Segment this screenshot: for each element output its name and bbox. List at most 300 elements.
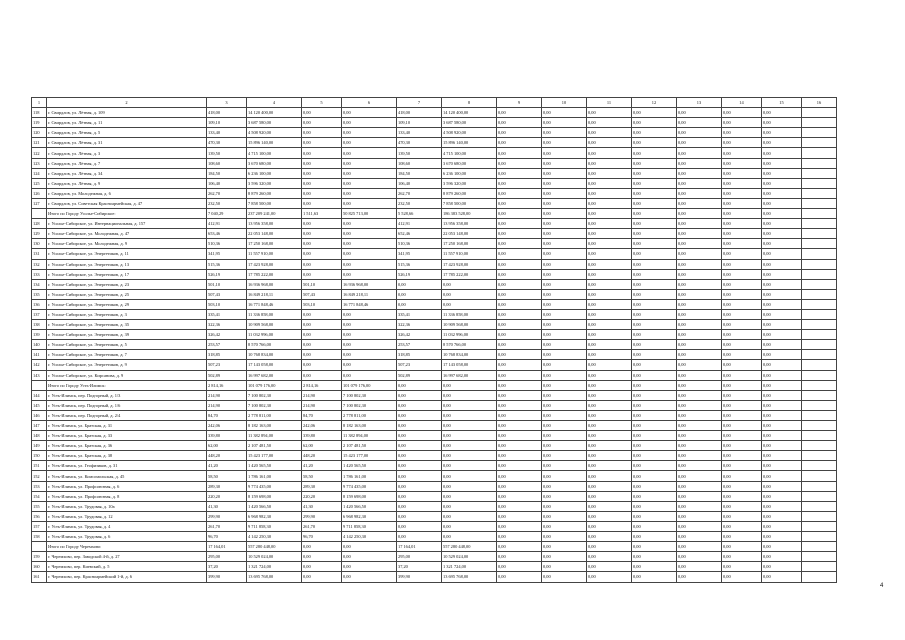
value-cell: 0,00 [442, 511, 497, 521]
value-cell: 4 715 100,00 [247, 148, 302, 158]
value-cell: 15 896 140,00 [442, 138, 497, 148]
value-cell: 0,00 [342, 562, 397, 572]
value-cell: 0,00 [302, 148, 342, 158]
value-cell: 0,00 [342, 350, 397, 360]
table-row [32, 148, 837, 158]
value-cell: 186 383 528,00 [442, 209, 497, 219]
value-cell: 133,40 [207, 128, 247, 138]
value-cell [802, 421, 837, 431]
value-cell: 0,00 [442, 532, 497, 542]
value-cell: 341,95 [207, 249, 247, 259]
address-cell: г. Усолье-Сибирское, ул. Молодежная, д. 9 [47, 239, 207, 249]
value-cell [802, 552, 837, 562]
value-cell: 0,00 [677, 481, 722, 491]
value-cell: 412,91 [397, 219, 442, 229]
value-cell: 0,00 [677, 431, 722, 441]
value-cell: 0,00 [442, 289, 497, 299]
value-cell [802, 118, 837, 128]
value-cell [802, 128, 837, 138]
value-cell: 0,00 [542, 148, 587, 158]
value-cell: 1 786 161,00 [342, 471, 397, 481]
value-cell: 0,00 [497, 521, 542, 531]
table-row [32, 239, 837, 249]
value-cell: 0,00 [587, 239, 632, 249]
value-cell: 0,00 [542, 259, 587, 269]
value-cell: 0,00 [397, 481, 442, 491]
value-cell: 0,00 [722, 239, 762, 249]
value-cell: 9 774 435,00 [247, 481, 302, 491]
value-cell [802, 330, 837, 340]
value-cell: 184,50 [397, 168, 442, 178]
value-cell: 0,00 [677, 532, 722, 542]
value-cell: 503,10 [302, 299, 342, 309]
value-cell: 0,00 [762, 259, 802, 269]
value-cell [802, 148, 837, 158]
value-cell: 6 968 982,30 [342, 511, 397, 521]
value-cell: 0,00 [542, 552, 587, 562]
value-cell: 0,00 [722, 441, 762, 451]
value-cell: 16 936 968,00 [342, 279, 397, 289]
address-cell: Итого по Городу Усолье-Сибирское: [47, 209, 207, 219]
value-cell: 0,00 [632, 299, 677, 309]
value-cell: 9 774 435,00 [342, 481, 397, 491]
value-cell: 0,00 [632, 249, 677, 259]
row-number: 128 [32, 219, 47, 229]
value-cell: 0,00 [677, 289, 722, 299]
value-cell: 0,00 [762, 370, 802, 380]
value-cell: 0,00 [587, 350, 632, 360]
row-number: 133 [32, 269, 47, 279]
value-cell: 16 771 848,46 [247, 299, 302, 309]
value-cell: 0,00 [497, 128, 542, 138]
value-cell: 139,50 [397, 148, 442, 158]
value-cell: 0,00 [302, 229, 342, 239]
value-cell: 232,50 [397, 198, 442, 208]
value-cell: 0,00 [762, 380, 802, 390]
value-cell [802, 390, 837, 400]
value-cell: 0,00 [587, 431, 632, 441]
value-cell: 17 164,01 [207, 542, 247, 552]
value-cell [802, 178, 837, 188]
value-cell: 335,41 [397, 309, 442, 319]
value-cell: 7 100 802,30 [342, 400, 397, 410]
value-cell: 0,00 [762, 188, 802, 198]
value-cell: 0,00 [542, 128, 587, 138]
value-cell: 2 107 481,50 [247, 441, 302, 451]
value-cell: 0,00 [542, 158, 587, 168]
header-cell: 1 [32, 98, 47, 108]
value-cell: 1 420 565,50 [342, 461, 397, 471]
value-cell: 0,00 [762, 229, 802, 239]
value-cell: 0,00 [722, 269, 762, 279]
value-cell: 106,40 [397, 178, 442, 188]
table-row [32, 441, 837, 451]
value-cell: 0,00 [497, 259, 542, 269]
row-number: 157 [32, 521, 47, 531]
address-cell: г. Черемхово, пер. Заводской 4-й, д. 27 [47, 552, 207, 562]
value-cell: 0,00 [342, 198, 397, 208]
value-cell: 0,00 [632, 562, 677, 572]
value-cell: 17 785 222,00 [247, 269, 302, 279]
value-cell: 418,00 [397, 108, 442, 118]
value-cell: 0,00 [722, 188, 762, 198]
row-number: 141 [32, 350, 47, 360]
header-cell: 5 [302, 98, 342, 108]
value-cell: 0,00 [542, 511, 587, 521]
value-cell: 0,00 [762, 471, 802, 481]
value-cell: 41,20 [207, 461, 247, 471]
value-cell: 16 936 968,00 [247, 279, 302, 289]
value-cell: 0,00 [587, 491, 632, 501]
value-cell: 0,00 [632, 239, 677, 249]
value-cell: 0,00 [762, 269, 802, 279]
address-cell: г. Свирдлов, ул. Лётная, д. 11 [47, 118, 207, 128]
value-cell: 0,00 [497, 148, 542, 158]
address-cell: г. Усть-Илимск, ул. Трудовая, д. 6 [47, 532, 207, 542]
value-cell: 0,00 [342, 360, 397, 370]
value-cell: 0,00 [677, 249, 722, 259]
value-cell: 109,10 [207, 118, 247, 128]
value-cell: 0,00 [722, 511, 762, 521]
value-cell: 0,00 [542, 289, 587, 299]
value-cell: 220,20 [207, 491, 247, 501]
value-cell: 0,00 [587, 188, 632, 198]
row-number: 147 [32, 421, 47, 431]
value-cell: 412,91 [207, 219, 247, 229]
value-cell: 0,00 [302, 178, 342, 188]
value-cell: 3 687 580,00 [442, 118, 497, 128]
value-cell: 0,00 [587, 572, 632, 582]
value-cell: 0,00 [762, 532, 802, 542]
table-row [32, 532, 837, 542]
value-cell [802, 532, 837, 542]
value-cell: 0,00 [587, 309, 632, 319]
value-cell: 0,00 [722, 168, 762, 178]
row-number: 140 [32, 340, 47, 350]
table-row [32, 572, 837, 582]
row-number: 118 [32, 108, 47, 118]
value-cell [802, 471, 837, 481]
value-cell: 0,00 [587, 198, 632, 208]
value-cell: 0,00 [762, 138, 802, 148]
value-cell: 0,00 [442, 521, 497, 531]
value-cell: 557 280 448,00 [442, 542, 497, 552]
value-cell: 0,00 [762, 108, 802, 118]
value-cell: 0,00 [302, 249, 342, 259]
header-cell: 13 [677, 98, 722, 108]
value-cell: 0,00 [397, 521, 442, 531]
value-cell: 0,00 [397, 279, 442, 289]
row-number: 135 [32, 289, 47, 299]
value-cell: 17 164,01 [397, 542, 442, 552]
value-cell: 0,00 [397, 491, 442, 501]
value-cell: 15 896 140,00 [247, 138, 302, 148]
table-row [32, 289, 837, 299]
value-cell: 3 670 680,00 [442, 158, 497, 168]
header-cell: 6 [342, 98, 397, 108]
address-cell: г. Свирдлов, ул. Лётная, д. 3 [47, 148, 207, 158]
value-cell: 6 968 982,30 [247, 511, 302, 521]
value-cell [802, 380, 837, 390]
value-cell: 0,00 [442, 431, 497, 441]
value-cell [802, 400, 837, 410]
value-cell: 0,00 [542, 198, 587, 208]
table-row [32, 178, 837, 188]
value-cell: 10 768 834,00 [247, 350, 302, 360]
value-cell: 0,00 [762, 562, 802, 572]
table-row [32, 562, 837, 572]
address-cell: г. Черемхово, пер. Киевский, д. 5 [47, 562, 207, 572]
address-cell: г. Усолье-Сибирское, ул. Интернациональная, д. 157 [47, 219, 207, 229]
value-cell: 2 814,16 [302, 380, 342, 390]
value-cell: 0,00 [722, 390, 762, 400]
header-cell: 8 [442, 98, 497, 108]
value-cell: 0,00 [762, 168, 802, 178]
value-cell: 17 143 058,00 [442, 360, 497, 370]
value-cell: 8 570 766,00 [442, 340, 497, 350]
value-cell: 0,00 [302, 239, 342, 249]
row-number: 149 [32, 441, 47, 451]
value-cell [802, 309, 837, 319]
value-cell [802, 269, 837, 279]
value-cell: 0,00 [677, 188, 722, 198]
value-cell: 0,00 [632, 148, 677, 158]
address-cell: г. Усолье-Сибирское, ул. Энергетиков, д. 5 [47, 340, 207, 350]
value-cell: 0,00 [497, 330, 542, 340]
value-cell: 0,00 [762, 572, 802, 582]
value-cell: 0,00 [632, 340, 677, 350]
value-cell [802, 461, 837, 471]
value-cell: 0,00 [722, 249, 762, 259]
value-cell: 0,00 [762, 128, 802, 138]
value-cell: 326,42 [207, 330, 247, 340]
value-cell: 510,36 [397, 239, 442, 249]
address-cell: г. Усолье-Сибирское, ул. Энергетиков, д. 11 [47, 249, 207, 259]
value-cell: 0,00 [587, 330, 632, 340]
value-cell: 399,90 [207, 572, 247, 582]
value-cell: 0,00 [722, 108, 762, 118]
value-cell: 0,00 [302, 309, 342, 319]
table-row [32, 410, 837, 420]
row-number: 123 [32, 158, 47, 168]
value-cell: 0,00 [762, 360, 802, 370]
value-cell: 0,00 [722, 572, 762, 582]
address-cell: г. Усть-Илимск, ул. Комсомольская, д. 45 [47, 471, 207, 481]
value-cell: 0,00 [497, 511, 542, 521]
value-cell: 16 849 218,11 [342, 289, 397, 299]
value-cell: 2 814,16 [207, 380, 247, 390]
value-cell: 0,00 [397, 299, 442, 309]
value-cell: 139,50 [207, 148, 247, 158]
value-cell: 3 596 320,00 [247, 178, 302, 188]
value-cell: 0,00 [762, 390, 802, 400]
row-number: 148 [32, 431, 47, 441]
address-cell: г. Свирдлов, ул. Лётная, д. 9 [47, 178, 207, 188]
document-page [31, 97, 836, 583]
value-cell: 0,00 [722, 138, 762, 148]
value-cell: 0,00 [542, 118, 587, 128]
value-cell: 0,00 [677, 501, 722, 511]
row-number: 131 [32, 249, 47, 259]
value-cell: 0,00 [587, 562, 632, 572]
value-cell: 0,00 [342, 320, 397, 330]
table-row [32, 269, 837, 279]
value-cell: 101 079 176,00 [247, 380, 302, 390]
value-cell: 5 528,66 [397, 209, 442, 219]
value-cell: 9 711 858,30 [247, 521, 302, 531]
value-cell: 653,46 [207, 229, 247, 239]
value-cell: 8 879 260,00 [442, 188, 497, 198]
value-cell: 0,00 [397, 421, 442, 431]
value-cell: 0,00 [587, 370, 632, 380]
table-row [32, 229, 837, 239]
value-cell: 448,20 [302, 451, 342, 461]
value-cell: 0,00 [722, 380, 762, 390]
value-cell: 0,00 [632, 198, 677, 208]
value-cell: 0,00 [722, 370, 762, 380]
value-cell [802, 198, 837, 208]
value-cell: 0,00 [542, 330, 587, 340]
value-cell: 133,40 [397, 128, 442, 138]
value-cell: 0,00 [632, 532, 677, 542]
value-cell: 0,00 [342, 330, 397, 340]
value-cell: 0,00 [497, 108, 542, 118]
value-cell: 1 321 724,00 [247, 562, 302, 572]
value-cell: 22 053 148,00 [442, 229, 497, 239]
value-cell: 0,00 [587, 441, 632, 451]
value-cell: 0,00 [542, 532, 587, 542]
value-cell: 0,00 [542, 350, 587, 360]
value-cell: 0,00 [302, 572, 342, 582]
value-cell: 0,00 [632, 471, 677, 481]
value-cell: 262,70 [207, 188, 247, 198]
address-cell: г. Усолье-Сибирское, ул. Молодежная, д. 47 [47, 229, 207, 239]
header-cell: 12 [632, 98, 677, 108]
value-cell: 0,00 [302, 118, 342, 128]
value-cell: 0,00 [677, 108, 722, 118]
value-cell: 0,00 [677, 299, 722, 309]
value-cell: 0,00 [762, 552, 802, 562]
data-table [31, 97, 837, 583]
value-cell: 0,00 [497, 481, 542, 491]
value-cell: 0,00 [587, 451, 632, 461]
header-cell: 11 [587, 98, 632, 108]
value-cell: 0,00 [302, 320, 342, 330]
value-cell: 502,89 [207, 370, 247, 380]
row-number: 152 [32, 471, 47, 481]
row-number: 129 [32, 229, 47, 239]
value-cell: 0,00 [632, 259, 677, 269]
value-cell: 3 687 580,00 [247, 118, 302, 128]
row-number: 142 [32, 360, 47, 370]
value-cell: 41,20 [302, 461, 342, 471]
value-cell: 0,00 [632, 289, 677, 299]
value-cell: 0,00 [442, 299, 497, 309]
value-cell: 0,00 [762, 178, 802, 188]
row-number: 159 [32, 552, 47, 562]
value-cell: 0,00 [587, 461, 632, 471]
value-cell: 0,00 [302, 350, 342, 360]
value-cell: 0,00 [497, 441, 542, 451]
value-cell: 0,00 [632, 219, 677, 229]
value-cell: 0,00 [587, 128, 632, 138]
value-cell: 510,36 [207, 239, 247, 249]
value-cell: 109,10 [397, 118, 442, 128]
value-cell: 0,00 [587, 178, 632, 188]
value-cell: 0,00 [497, 380, 542, 390]
table-row [32, 380, 837, 390]
value-cell: 0,00 [397, 289, 442, 299]
value-cell: 0,00 [542, 431, 587, 441]
value-cell: 0,00 [677, 400, 722, 410]
header-cell: 15 [762, 98, 802, 108]
value-cell: 0,00 [677, 198, 722, 208]
value-cell: 0,00 [722, 198, 762, 208]
value-cell: 0,00 [587, 410, 632, 420]
value-cell: 0,00 [677, 330, 722, 340]
value-cell: 0,00 [587, 481, 632, 491]
value-cell: 0,00 [677, 410, 722, 420]
value-cell: 0,00 [632, 481, 677, 491]
value-cell [802, 279, 837, 289]
value-cell: 0,00 [542, 249, 587, 259]
value-cell: 0,00 [632, 451, 677, 461]
value-cell: 0,00 [497, 552, 542, 562]
value-cell: 448,20 [207, 451, 247, 461]
table-row [32, 542, 837, 552]
value-cell: 0,00 [632, 521, 677, 531]
table-row [32, 209, 837, 219]
value-cell [802, 299, 837, 309]
value-cell: 0,00 [587, 108, 632, 118]
value-cell [802, 289, 837, 299]
value-cell: 16 771 848,46 [342, 299, 397, 309]
value-cell: 507,43 [207, 289, 247, 299]
row-number: 127 [32, 198, 47, 208]
value-cell: 0,00 [632, 309, 677, 319]
value-cell: 0,00 [542, 360, 587, 370]
value-cell: 4 508 920,00 [442, 128, 497, 138]
value-cell: 10 909 568,00 [247, 320, 302, 330]
value-cell: 0,00 [542, 309, 587, 319]
value-cell: 0,00 [677, 178, 722, 188]
row-number: 158 [32, 532, 47, 542]
value-cell: 0,00 [542, 340, 587, 350]
value-cell: 0,00 [587, 259, 632, 269]
value-cell: 84,70 [207, 410, 247, 420]
address-cell: г. Усть-Илимск, пер. Подгорный, д. 2/4 [47, 410, 207, 420]
value-cell: 0,00 [762, 118, 802, 128]
value-cell: 0,00 [632, 501, 677, 511]
value-cell: 261,70 [207, 521, 247, 531]
value-cell: 0,00 [542, 138, 587, 148]
value-cell: 0,00 [722, 552, 762, 562]
header-cell: 10 [542, 98, 587, 108]
row-number: 120 [32, 128, 47, 138]
value-cell [802, 350, 837, 360]
value-cell: 0,00 [497, 219, 542, 229]
value-cell [802, 360, 837, 370]
value-cell: 0,00 [397, 511, 442, 521]
value-cell: 0,00 [442, 441, 497, 451]
value-cell: 0,00 [342, 370, 397, 380]
value-cell: 0,00 [542, 441, 587, 451]
address-cell: Итого по Городу Черемхово: [47, 542, 207, 552]
table-row [32, 421, 837, 431]
value-cell: 0,00 [722, 158, 762, 168]
value-cell: 4 508 920,00 [247, 128, 302, 138]
value-cell: 0,00 [632, 229, 677, 239]
